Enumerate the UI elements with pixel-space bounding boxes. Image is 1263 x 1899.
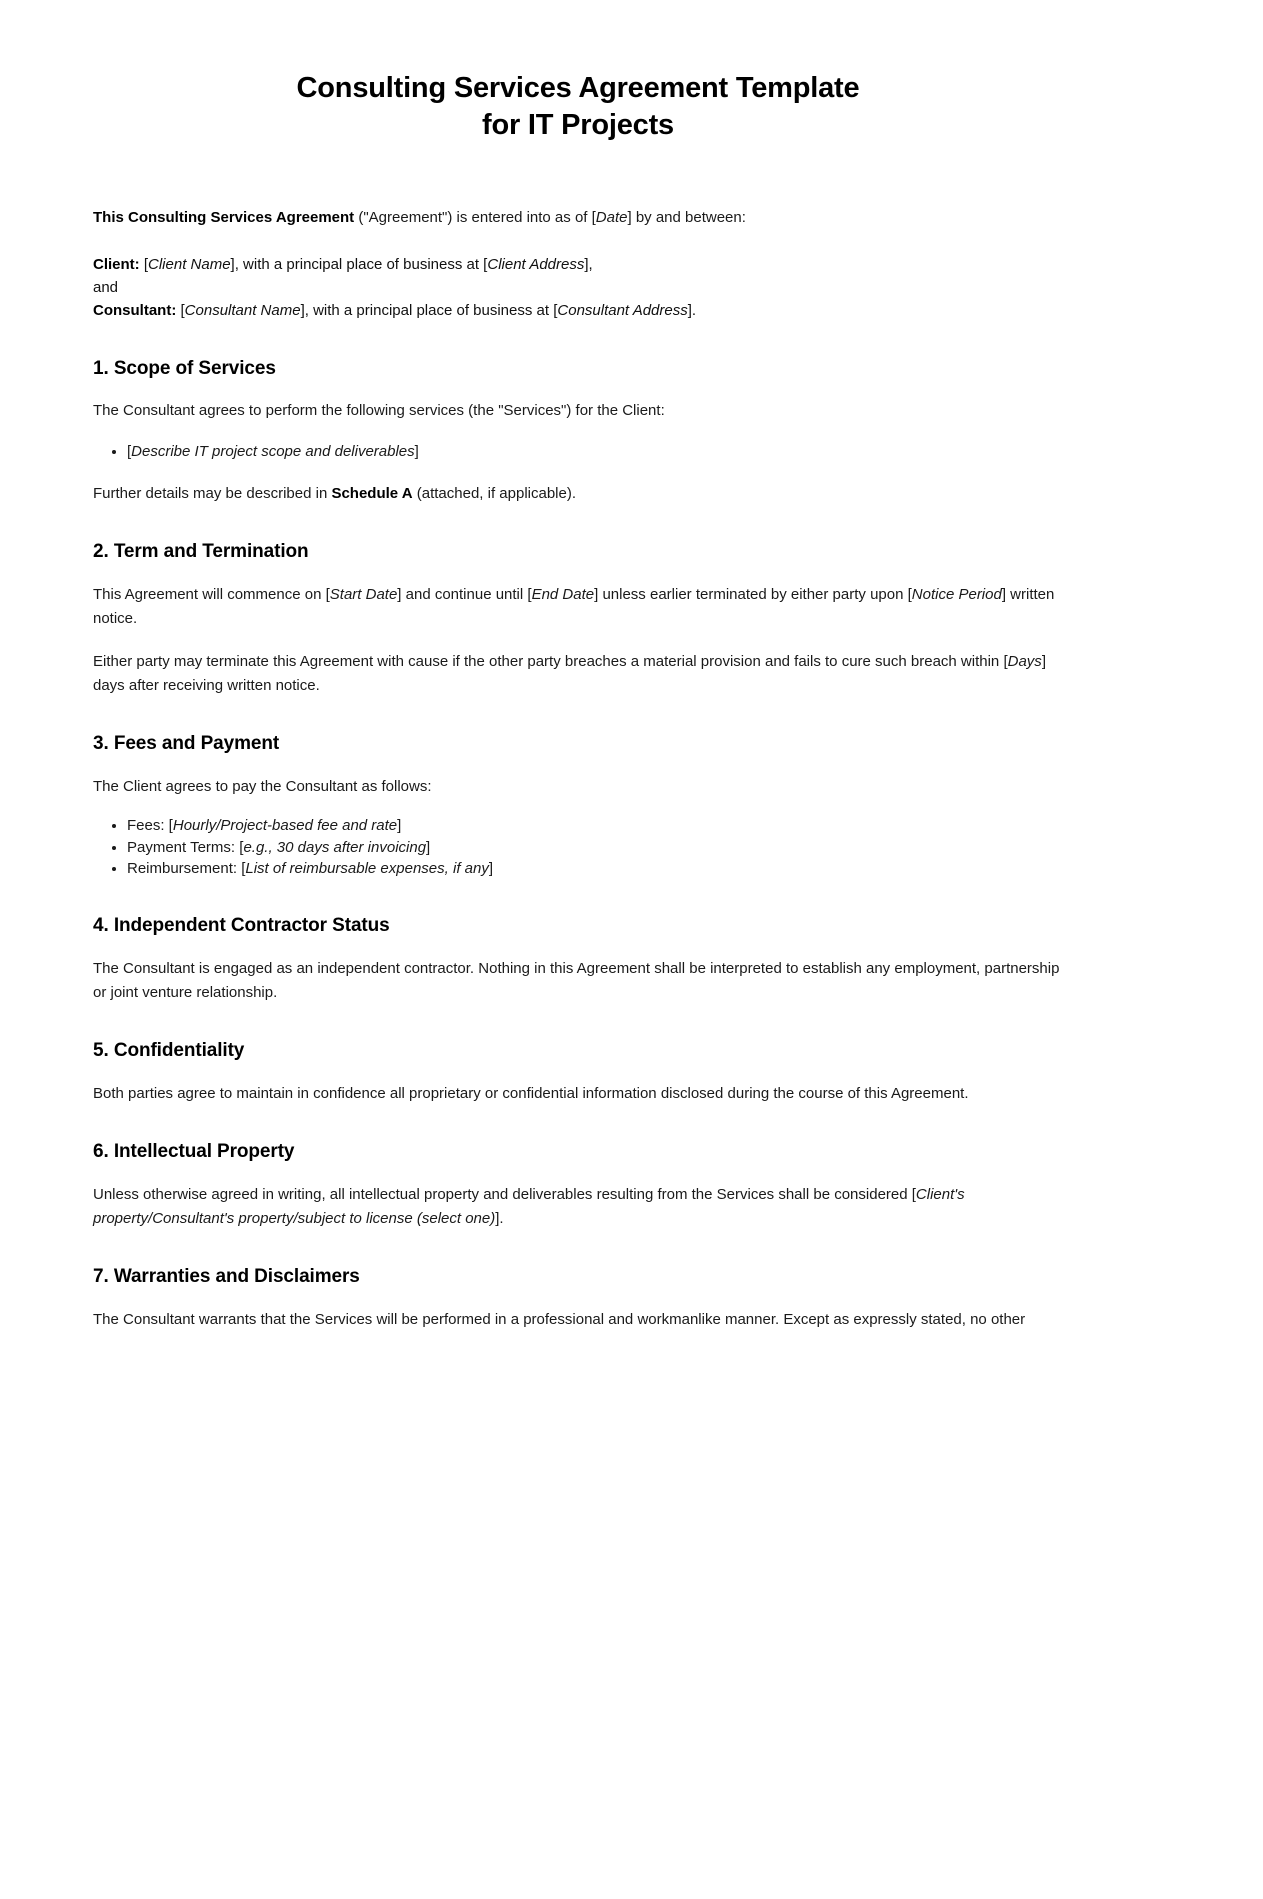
section-heading-3-fees-and-payment: 3. Fees and Payment bbox=[93, 733, 280, 755]
schedule-a-reference: Schedule A bbox=[331, 484, 413, 502]
consultant-line bbox=[93, 299, 1063, 322]
fees-close-bracket: ] bbox=[397, 817, 402, 835]
section-6-paragraph-1 bbox=[93, 1183, 1063, 1232]
cure-text-a: Either party may terminate this Agreement with cause if the other party breaches a material provision and fails to cure such breach within [ bbox=[93, 652, 1008, 670]
section-heading-1-scope-of-services: 1. Scope of Services bbox=[93, 357, 276, 379]
schedule-a-pre-text: Further details may be described in bbox=[93, 484, 332, 502]
bullet-close-bracket: ] bbox=[414, 442, 419, 460]
page-title-line-1: Consulting Services Agreement Template bbox=[296, 72, 860, 104]
consultant-label: Consultant: bbox=[93, 302, 177, 320]
list-item bbox=[127, 440, 1063, 464]
term-text-b: ] and continue until [ bbox=[397, 585, 532, 603]
consultant-text-2: ], with a principal place of business at [ bbox=[300, 302, 558, 320]
notice-period-placeholder: Notice Period bbox=[911, 585, 1002, 603]
fees-placeholder: Hourly/Project-based fee and rate bbox=[172, 817, 398, 835]
intro-lead-text-1: ("Agreement") is entered into as of [ bbox=[354, 209, 596, 227]
intro-lead-text-2: ] by and between: bbox=[627, 209, 746, 227]
section-heading-6-intellectual-property: 6. Intellectual Property bbox=[93, 1141, 295, 1163]
fees-label: Fees: [ bbox=[127, 817, 173, 835]
payment-terms-close-bracket: ] bbox=[426, 838, 431, 856]
list-item bbox=[127, 858, 1063, 880]
end-date-placeholder: End Date bbox=[531, 585, 595, 603]
client-address-placeholder: Client Address bbox=[487, 255, 585, 273]
payment-terms-label: Payment Terms: [ bbox=[127, 838, 244, 856]
section-heading-2-term-and-termination: 2. Term and Termination bbox=[93, 541, 309, 563]
ip-text-a: Unless otherwise agreed in writing, all intellectual property and deliverables resulting from the Services shall be considered [ bbox=[93, 1185, 916, 1203]
section-3-bullet-list bbox=[93, 815, 1063, 880]
reimbursement-close-bracket: ] bbox=[488, 860, 494, 878]
section-2-paragraph-1 bbox=[93, 583, 1063, 632]
bullet-open-bracket: [ bbox=[127, 442, 132, 460]
consultant-text-3: ]. bbox=[687, 302, 697, 320]
reimbursement-label: Reimbursement: [ bbox=[127, 860, 246, 878]
ip-ownership-placeholder: Client's property/Consultant's property/subject to license (select one) bbox=[93, 1185, 965, 1228]
section-3-paragraph-1: The Client agrees to pay the Consultant as follows: bbox=[93, 777, 432, 795]
list-item bbox=[127, 837, 1063, 859]
and-connector-line: and bbox=[93, 278, 119, 296]
intro-lead-placeholder-date: Date bbox=[595, 209, 628, 227]
consultant-text-1: [ bbox=[176, 302, 185, 320]
client-name-placeholder: Client Name bbox=[148, 255, 231, 273]
list-item bbox=[127, 815, 1063, 837]
start-date-placeholder: Start Date bbox=[329, 585, 398, 603]
section-1-bullet-list bbox=[93, 440, 1063, 464]
term-text-d: ] written notice. bbox=[93, 585, 1055, 628]
section-5-paragraph-1: Both parties agree to maintain in confidence all proprietary or confidential information disclosed during the course of this Agreement. bbox=[93, 1084, 969, 1102]
client-text-3: ], bbox=[584, 255, 593, 273]
scope-placeholder: Describe IT project scope and deliverables bbox=[131, 442, 415, 460]
section-7-paragraph-1: The Consultant warrants that the Services will be performed in a professional and workmanlike manner. Except as expressly stated, no other bbox=[93, 1311, 1026, 1329]
page-title bbox=[93, 70, 1063, 144]
section-heading-7-warranties-and-disclaimers: 7. Warranties and Disclaimers bbox=[93, 1266, 360, 1288]
section-4-paragraph-1: The Consultant is engaged as an independent contractor. Nothing in this Agreement shall be interpreted to establish any employment, partnership or joint venture relationship. bbox=[93, 959, 1060, 1001]
days-placeholder: Days bbox=[1007, 652, 1042, 670]
term-text-c: ] unless earlier terminated by either party upon [ bbox=[594, 585, 912, 603]
reimbursement-placeholder: List of reimbursable expenses, if any bbox=[245, 860, 489, 878]
consultant-name-placeholder: Consultant Name bbox=[184, 302, 301, 320]
client-line bbox=[93, 253, 1063, 276]
section-heading-5-confidentiality: 5. Confidentiality bbox=[93, 1040, 245, 1062]
intro-lead-paragraph bbox=[93, 206, 1063, 230]
page-title-line-2: for IT Projects bbox=[482, 109, 674, 142]
parties-block bbox=[93, 253, 1063, 323]
section-1-paragraph-1: The Consultant agrees to perform the following services (the "Services") for the Client: bbox=[93, 402, 665, 420]
payment-terms-placeholder: e.g., 30 days after invoicing bbox=[243, 838, 427, 856]
client-text-2: ], with a principal place of business at [ bbox=[230, 255, 488, 273]
intro-lead-bold: This Consulting Services Agreement bbox=[93, 209, 355, 227]
client-label: Client: bbox=[93, 255, 140, 273]
ip-text-b: ]. bbox=[495, 1210, 504, 1228]
section-2-paragraph-2 bbox=[93, 650, 1063, 699]
consultant-address-placeholder: Consultant Address bbox=[557, 302, 688, 320]
cure-text-b: ] days after receiving written notice. bbox=[93, 652, 1046, 694]
schedule-a-post-text: (attached, if applicable). bbox=[412, 484, 577, 502]
term-text-a: This Agreement will commence on [ bbox=[93, 585, 330, 603]
client-text-1: [ bbox=[139, 255, 149, 273]
section-heading-4-independent-contractor-status: 4. Independent Contractor Status bbox=[93, 914, 390, 936]
section-1-paragraph-2 bbox=[93, 482, 1063, 506]
